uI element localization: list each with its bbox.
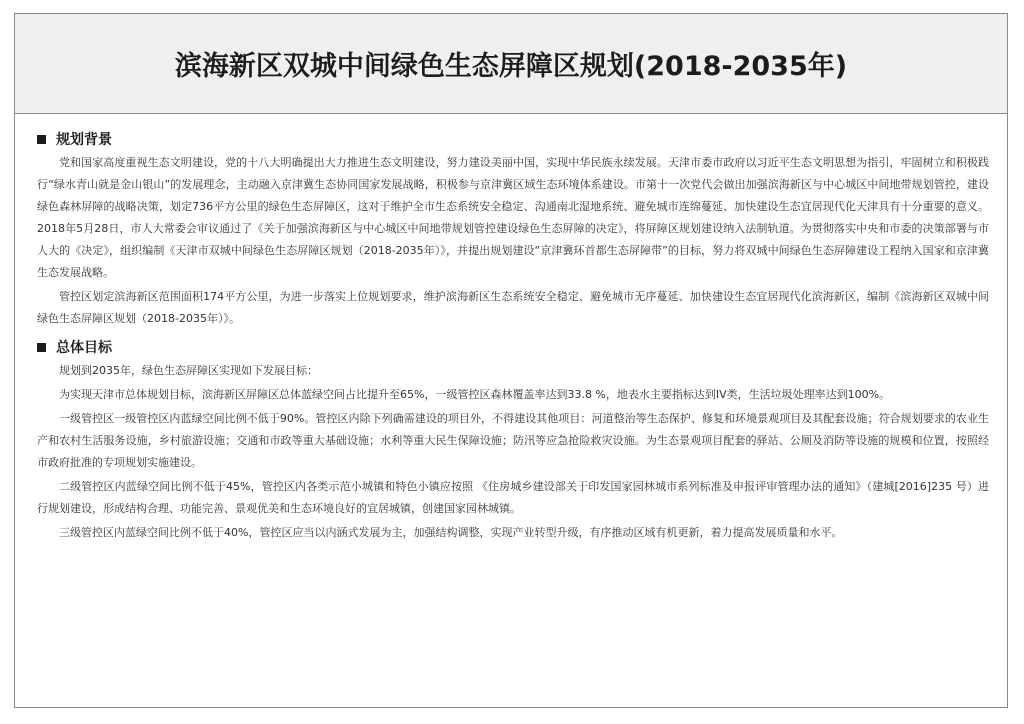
paragraph: 党和国家高度重视生态文明建设，党的十八大明确提出大力推进生态文明建设，努力建设美丽中国，实现中华民族永续发展。天津市委市政府以习近平生态文明思想为指引，牢固树立和积极践行“绿水青山就是金山银山”的发展理念，主动融入京津冀生态协同国家发展战略，积极参与京津冀区域生态环境体系建设。市第十一次党代会做出加强滨海新区与中心城区中间地带规划管控，建设绿色森林屏障的战略决策，划定736平方公里的绿色生态屏障区，这对于维护全市生态系统安全稳定、沟通南北湿地系统、避免城市连绵蔓延、加快建设生态宜居现代化天津具有十分重要的意义。2018年5月28日，市人大常委会审议通过了《关于加强滨海新区与中心城区中间地带规划管控建设绿色生态屏障的决定》，将屏障区规划建设纳入法制轨道。为贯彻落实中央和市委的决策部署与市人大的《决定》，组织编制《天津市双城中间绿色生态屏障区规划（2018-2035年）》，并提出规划建设“京津冀环首都生态屏障带”的目标，努力将双城中间绿色生态屏障建设工程纳入国家和京津冀生态发展战略。 xyxy=(37,156,989,279)
section-heading xyxy=(37,126,989,152)
square-bullet-icon xyxy=(37,135,46,144)
section-background xyxy=(37,126,989,330)
section-overall-goals xyxy=(37,334,989,544)
paragraph: 管控区划定滨海新区范围面积174平方公里，为进一步落实上位规划要求，维护滨海新区生态系统安全稳定、避免城市无序蔓延、加快建设生态宜居现代化滨海新区，编制《滨海新区双城中间绿色生态屏障区规划（2018-2035年）》。 xyxy=(37,290,989,325)
document-frame xyxy=(14,13,1008,708)
title-bar xyxy=(15,14,1007,114)
section-heading-label: 规划背景 xyxy=(56,132,112,148)
paragraph: 规划到2035年，绿色生态屏障区实现如下发展目标： xyxy=(59,364,318,377)
section-heading-label: 总体目标 xyxy=(56,340,112,356)
paragraph: 二级管控区内蓝绿空间比例不低于45%，管控区内各类示范小城镇和特色小镇应按照 《住房城乡建设部关于印发国家园林城市系列标准及申报评审管理办法的通知》（建城[2016]235 号）进行规划建设，形成结构合理、功能完善、景观优美和生态环境良好的宜居城镇，创建国家园林城镇。 xyxy=(37,480,989,515)
section-heading xyxy=(37,334,989,360)
document-body xyxy=(37,126,989,544)
paragraph: 三级管控区内蓝绿空间比例不低于40%，管控区应当以内涵式发展为主，加强结构调整，实现产业转型升级，有序推动区域有机更新，着力提高发展质量和水平。 xyxy=(59,526,843,539)
page-title: 滨海新区双城中间绿色生态屏障区规划(2018-2035年) xyxy=(174,51,848,82)
paragraph: 为实现天津市总体规划目标，滨海新区屏障区总体蓝绿空间占比提升至65%，一级管控区森林覆盖率达到33.8 %，地表水主要指标达到IV类，生活垃圾处理率达到100%。 xyxy=(59,388,891,401)
paragraph: 一级管控区一级管控区内蓝绿空间比例不低于90%。管控区内除下列确需建设的项目外，不得建设其他项目：河道整治等生态保护、修复和环境景观项目及其配套设施；符合规划要求的农业生产和农村生活服务设施，乡村旅游设施；交通和市政等重大基础设施；水利等重大民生保障设施；防汛等应急抢险救灾设施。为生态景观项目配套的驿站、公厕及消防等设施的规模和位置，按照经市政府批准的专项规划实施建设。 xyxy=(37,412,989,469)
square-bullet-icon xyxy=(37,343,46,352)
